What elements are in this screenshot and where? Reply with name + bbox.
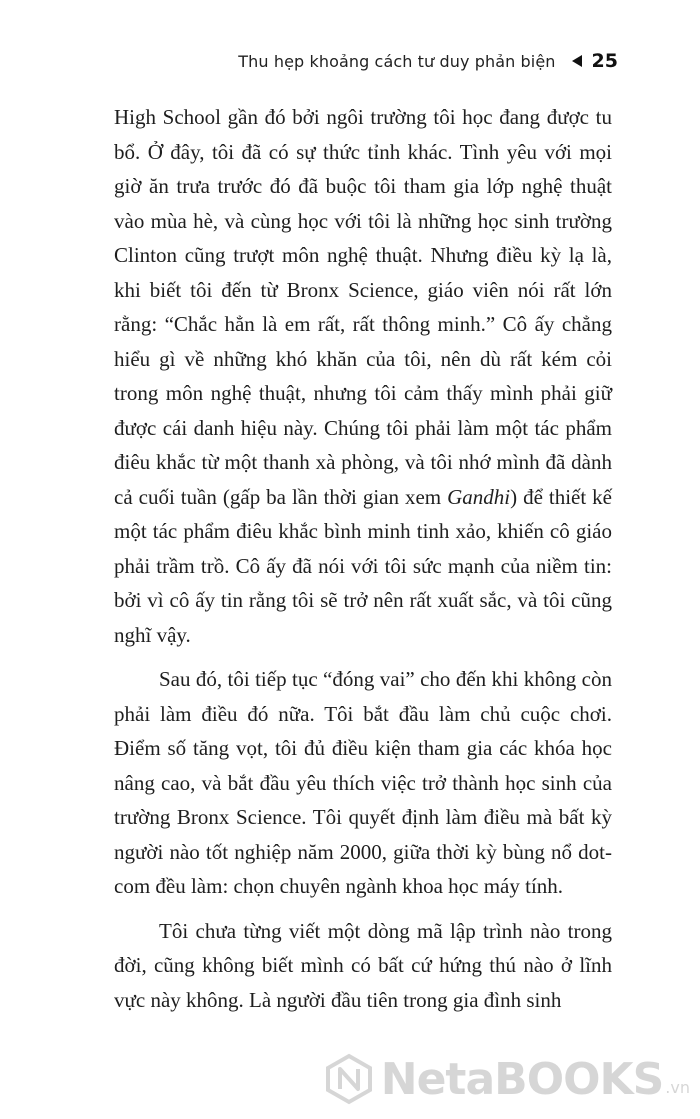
italic-title: Gandhi: [447, 484, 511, 509]
watermark-suffix: .vn: [665, 1078, 690, 1097]
paragraph-1-part-a: High School gần đó bởi ngôi trường tôi học đang được tu bổ. Ở đây, tôi đã có sự thức tỉnh khác. Tình yêu với mọi giờ ăn trưa trước đó đã buộc tôi tham gia lớp nghệ thuật vào mùa hè, và cùng học với tôi là những học sinh trường Clinton cũng trượt môn nghệ thuật. Nhưng điều kỳ lạ là, khi biết tôi đến từ Bronx Science, giáo viên nói rất lớn rằng: “Chắc hẳn là em rất, rất thông minh.” Cô ấy chẳng hiểu gì về những khó khăn của tôi, nên dù rất kém cỏi trong môn nghệ thuật, nhưng tôi cảm thấy mình phải giữ được cái danh hiệu này. Chúng tôi phải làm một tác phẩm điêu khắc từ một thanh xà phòng, và tôi nhớ mình đã dành cả cuối tuần (gấp ba lần thời gian xem: [114, 105, 612, 509]
page-number: 25: [591, 50, 618, 72]
paragraph-1-part-b: ) để thiết kế một tác phẩm điêu khắc bình minh tinh xảo, khiến cô giáo phải trầm trồ. Cô ấy đã nói với tôi sức mạnh của niềm tin: bởi vì cô ấy tin rằng tôi sẽ trở nên rất xuất sắc, và tôi cũng nghĩ vậy.: [114, 484, 612, 647]
paragraph-2: Sau đó, tôi tiếp tục “đóng vai” cho đến khi không còn phải làm điều đó nữa. Tôi bắt đầu làm chủ cuộc chơi. Điểm số tăng vọt, tôi đủ điều kiện tham gia các khóa học nâng cao, và bắt đầu yêu thích việc trở thành học sinh của trường Bronx Science. Tôi quyết định làm điều mà bất kỳ người nào tốt nghiệp năm 2000, giữa thời kỳ bùng nổ dot-com đều làm: chọn chuyên ngành khoa học máy tính.: [114, 667, 612, 898]
watermark-brand: NetaBOOKS: [380, 1053, 664, 1105]
netabooks-logo-icon: [323, 1053, 375, 1105]
paragraph-3: Tôi chưa từng viết một dòng mã lập trình nào trong đời, cũng không biết mình có bất cứ hứng thú nào ở lĩnh vực này không. Là người đầu tiên trong gia đình sinh: [114, 918, 612, 1012]
paragraph-1: [114, 100, 612, 652]
page-header: [238, 50, 618, 72]
triangle-left-icon: [572, 55, 582, 67]
watermark: [323, 1053, 690, 1105]
body-text: [114, 100, 612, 1017]
running-title: Thu hẹp khoảng cách tư duy phản biện: [238, 51, 556, 71]
